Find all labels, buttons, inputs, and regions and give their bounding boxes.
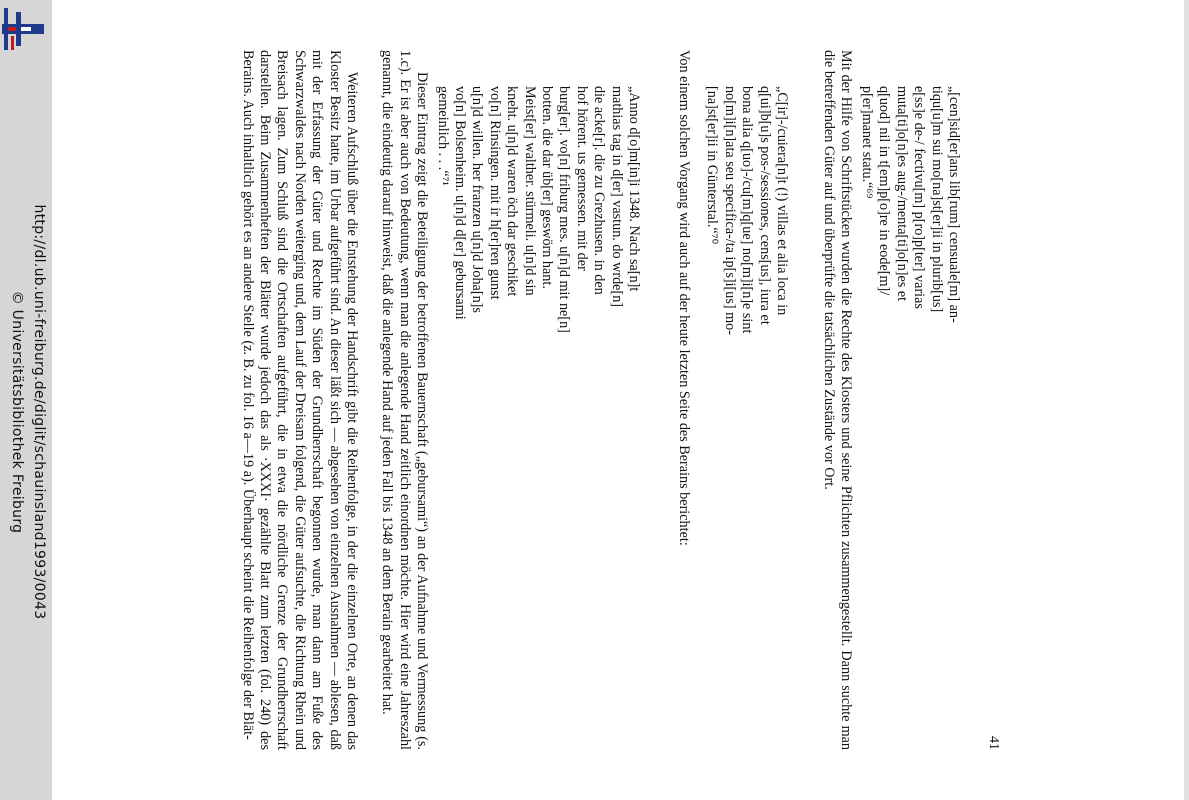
- quote-line: hof hörent. us gemessen. mit der: [573, 86, 590, 271]
- quote-line: kneht. u[n]d waren öch dar geschiket: [504, 86, 521, 297]
- copyright-notice: © Universitätsbibliothek Freiburg: [9, 290, 25, 534]
- quote-block-1: [858, 50, 962, 750]
- quote-line: [na]st[er]ii in Günterstal.“⁷⁰: [704, 86, 721, 245]
- page-edge: [1184, 0, 1189, 800]
- paragraph: Weiteren Aufschluß über die Entstehung der Handschrift gibt die Reihenfolge, in der die einzelnen Orte, an denen das Kloster Besitz hatte, im Urbar aufgeführt sind. An dieser läßt sich — abgesehen von einzelnen Ausnahmen — ablesen, daß mit der Erfassung der Güter und Rechte im Süden der Grundherrschaft begonnen wurde, man dann am Fuße des Schwarzwaldes nach Norden weiterging und, dem Lauf der Dreisam folgend, die Güter aufsuchte, die Richtung Rhein und Breisach lagen. Zum Schluß sind die Ortschaften aufgeführt, die in etwa die nördliche Grenze der Grundherrschaft darstellen. Beim Zusammenheften der Blätter wurde jedoch das als ·XXXI· gezählte Blatt zum letzten (fol. 240) des Berains. Auch inhaltlich gehört es an andere Stelle (z. B. zu fol. 16 a—19 a). Überhaupt scheint die Reihenfolge der Blät-: [239, 50, 360, 750]
- quote-line: „[cen]sid[er]ans lib[rum] censuale[m] an-: [946, 86, 962, 323]
- university-library-logo[interactable]: [2, 8, 44, 50]
- quote-line: burg[er]. vo[n] friburg mes. u[n]d mit ne[n]: [556, 86, 573, 333]
- quote-line: gemeinlich . . .“⁷¹: [434, 86, 451, 186]
- viewer-sidebar: [0, 0, 52, 800]
- paragraph: Von einem solchen Vorgang wird auch auf der heute letzten Seite des Berains berichtet:: [676, 50, 692, 546]
- source-url[interactable]: http://dl.ub.uni-freiburg.de/diglit/schauinsland1993/0043: [31, 204, 47, 620]
- quote-line: muta[ti]o[n]es aug-/menta[ti]o[n]es et: [893, 86, 910, 302]
- quote-block-2: [703, 50, 790, 750]
- quote-line: vo[n] Bolsenheim. u[n]d d[er] gebursami: [451, 86, 468, 320]
- quote-line: „C[ir]-/cuiera[n]t (!) villas et alia loca in: [774, 86, 790, 316]
- quote-line: botten. die dar üb[er] geswörn hant.: [538, 86, 555, 289]
- page-number: 41: [986, 736, 1001, 750]
- quote-line: u[n]d willen. her franzen u[n]d Joha[n]s: [469, 86, 486, 313]
- quote-line: tiqu[u]m sui mo[na]st[er]ii in plurib[us]: [928, 86, 945, 313]
- quote-line: die acke[r]. die zu Grezhusen. in den: [591, 86, 608, 295]
- quote-line: Meist[er] walther. stürmeli. u[n]d sin: [521, 86, 538, 296]
- quote-line: q[uod] nil in t[em]p[o]re in eode[m]/: [876, 86, 893, 296]
- quote-line: „Anno d[o]m[in]i 1348. Nach sa[n]t: [626, 86, 642, 292]
- paragraph: Mit der Hilfe von Schriftstücken wurden die Rechte des Klosters und seine Pflichten zusammengestellt. Dann suchte man die betreffenden Güter auf und überprüfte die tatsächlichen Zustände vor Ort.: [820, 50, 854, 750]
- quote-line: no[m]i[n]ata seu specifica-/ta ip[s]i[us] mo-: [721, 86, 738, 335]
- quote-line: e[ss]e de-/ fectivu[m] p[ro]p[ter] varias: [911, 86, 928, 309]
- sidebar-caption: [2, 72, 50, 752]
- document-page: [52, 0, 1189, 800]
- quote-line: q[ui]b[u]s pos-/sessiones, cens[us], iura et: [756, 86, 773, 325]
- quote-line: mathias tag in d[er] vastun. do wrde[n]: [608, 86, 625, 308]
- quote-block-3: [433, 50, 642, 750]
- paragraph: Dieser Eintrag zeigt die Beteiligung der betroffenen Bauernschaft („gebursami“) an der Aufnahme und Vermessung (s. 1.c). Er ist aber auch von Bedeutung, wenn man die anlegende Hand zeitlich einordnen möchte. Hier wird eine Jahreszahl genannt, die eindeutig darauf hinweist, daß die anlegende Hand auf jeden Fall bis 1348 an dem Berain gearbeitet hat.: [379, 50, 430, 750]
- quote-line: bona alia q[uo]-/cu[m]q[ue] no[m]i[n]e sint: [739, 86, 756, 334]
- rotated-page-content: [239, 50, 1002, 750]
- quote-line: vo[n] Rinsingen. mit ir h[er]ren gunst: [486, 86, 503, 300]
- quote-line: p[er]manet statu.“⁶⁹: [858, 86, 875, 199]
